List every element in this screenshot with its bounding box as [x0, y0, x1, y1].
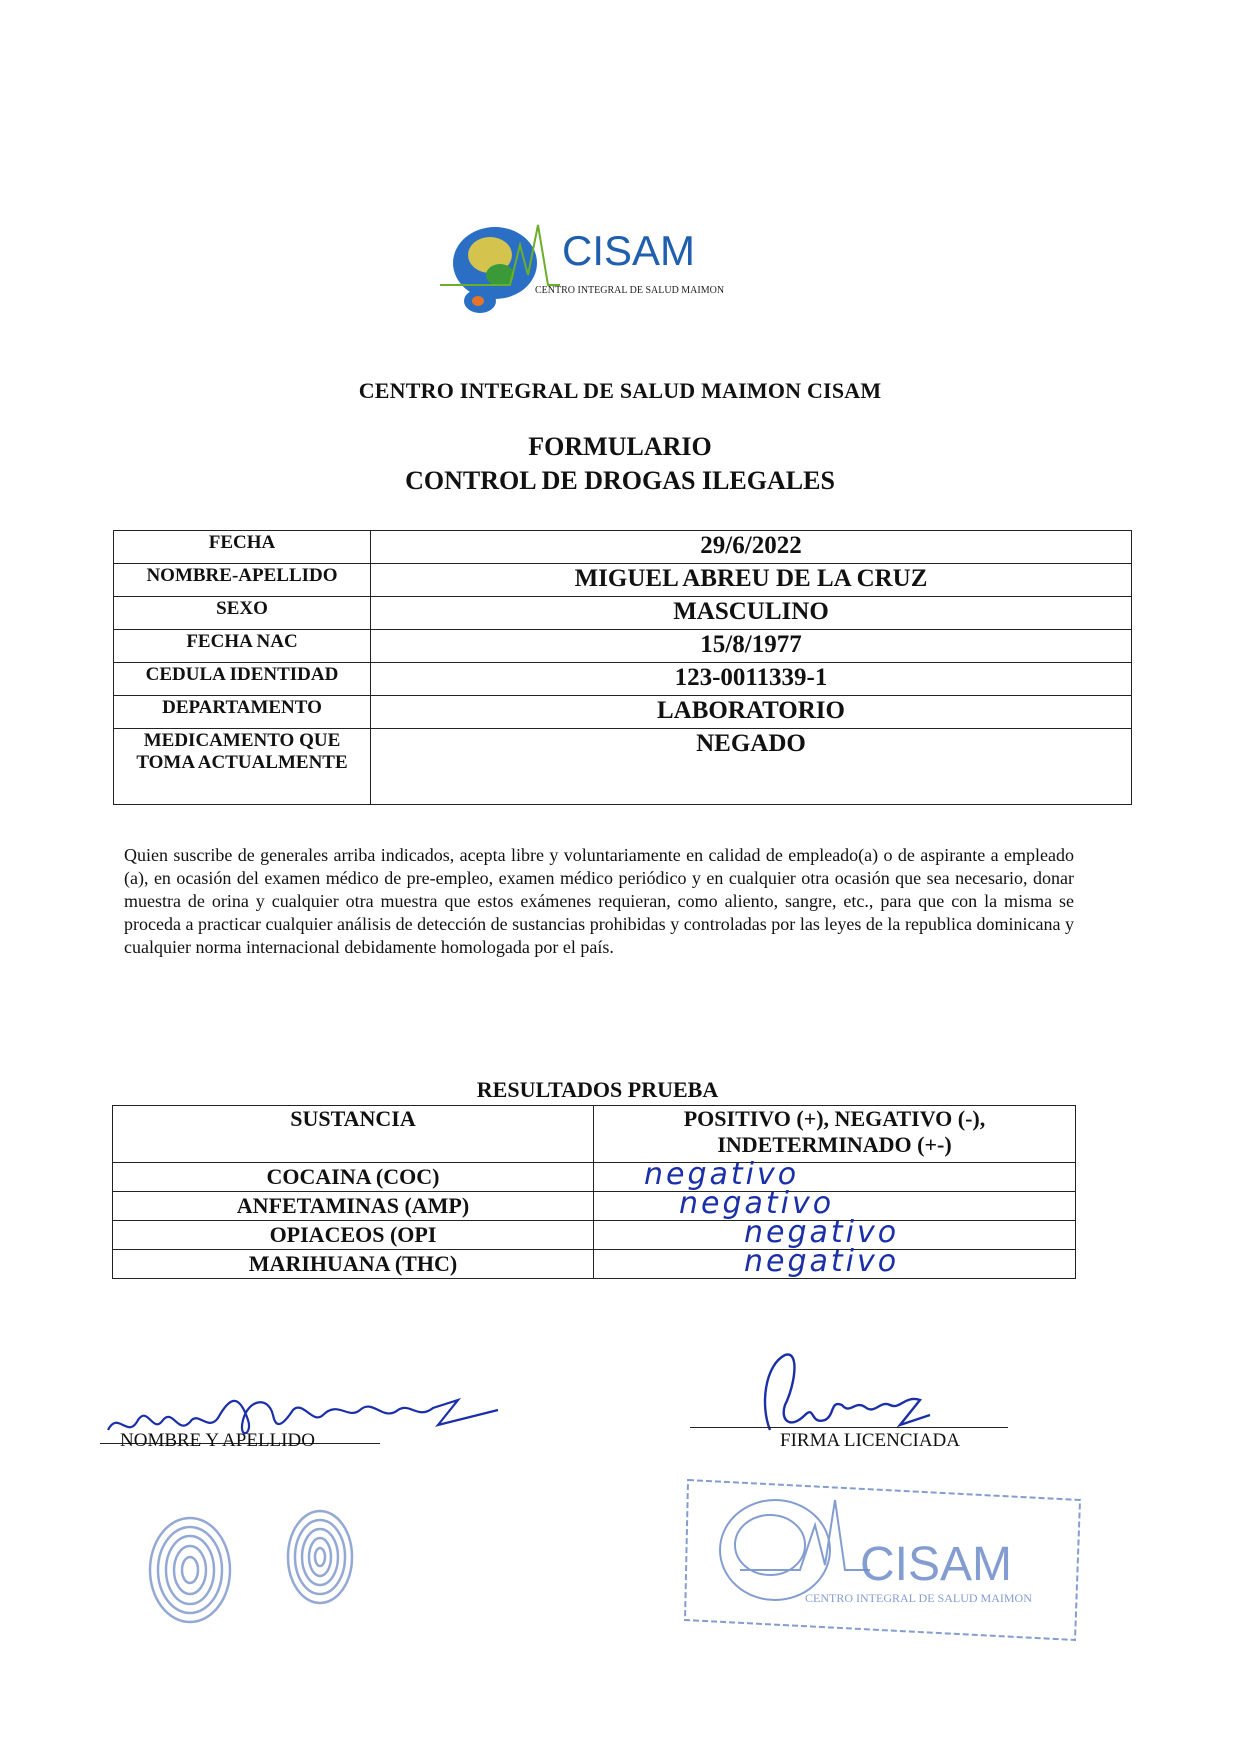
results-table	[112, 1105, 1076, 1279]
logo-name: CISAM	[562, 227, 696, 274]
handwritten-result: negativo	[644, 1157, 800, 1192]
table-row	[113, 1192, 1076, 1221]
handwritten-result: negativo	[679, 1186, 835, 1221]
signature-line	[690, 1427, 1008, 1428]
nombre-label: NOMBRE-APELLIDO	[114, 564, 371, 597]
table-row	[113, 1163, 1076, 1192]
licensed-signature-label: FIRMA LICENCIADA	[780, 1430, 960, 1451]
fingerprint-icon	[280, 1505, 360, 1610]
departamento-value: LABORATORIO	[371, 696, 1132, 729]
fecha-value: 29/6/2022	[371, 531, 1132, 564]
medicamento-label-line2: TOMA ACTUALMENTE	[136, 752, 348, 773]
form-title: FORMULARIO	[528, 432, 712, 461]
table-row	[113, 1221, 1076, 1250]
fecha-label: FECHA	[114, 531, 371, 564]
fecha-nac-value: 15/8/1977	[371, 630, 1132, 663]
fingerprint-icon	[140, 1510, 240, 1630]
consent-paragraph: Quien suscribe de generales arriba indicados, acepta libre y voluntariamente en calidad de empleado(a) o de aspirante a empleado (a), en ocasión del examen médico de pre-empleo, examen médico periódico y en cualquier otra ocasión que sea necesario, donar muestra de orina y cualquier otra muestra que estos exámenes requieran, como aliento, sangre, etc., para que con la misma se proceda a practicar cualquier análisis de detección de sustancias prohibidas y controladas por las leyes de la republica dominicana y cualquier norma internacional debidamente homologada por el país.	[124, 845, 1074, 957]
medicamento-label-line1: MEDICAMENTO QUE	[143, 730, 341, 751]
table-row	[114, 630, 1132, 663]
table-row	[114, 531, 1132, 564]
cedula-label: CEDULA IDENTIDAD	[114, 663, 371, 696]
table-row	[114, 564, 1132, 597]
substance-cell: OPIACEOS (OPI	[113, 1221, 594, 1250]
departamento-label: DEPARTAMENTO	[114, 696, 371, 729]
result-header-line1: POSITIVO (+), NEGATIVO (-),	[683, 1106, 986, 1131]
patient-info-table	[113, 530, 1132, 805]
patient-signature-label: NOMBRE Y APELLIDO	[120, 1430, 315, 1451]
sexo-label: SEXO	[114, 597, 371, 630]
medicamento-label	[114, 729, 371, 805]
handwritten-result: negativo	[744, 1244, 900, 1279]
stamp-tagline: CENTRO INTEGRAL DE SALUD MAIMON	[805, 1591, 1032, 1605]
substance-cell: ANFETAMINAS (AMP)	[113, 1192, 594, 1221]
table-row	[113, 1250, 1076, 1279]
logo-tagline: CENTRO INTEGRAL DE SALUD MAIMON	[535, 285, 725, 296]
table-row	[114, 696, 1132, 729]
table-row	[114, 729, 1132, 805]
cisam-stamp	[680, 1470, 1090, 1645]
results-title: RESULTADOS PRUEBA	[476, 1077, 719, 1102]
substance-column-header: SUSTANCIA	[113, 1106, 594, 1163]
table-row	[114, 663, 1132, 696]
cisam-logo	[440, 215, 770, 335]
result-column-header	[594, 1106, 1076, 1163]
sexo-value: MASCULINO	[371, 597, 1132, 630]
nombre-value: MIGUEL ABREU DE LA CRUZ	[371, 564, 1132, 597]
fecha-nac-label: FECHA NAC	[114, 630, 371, 663]
table-row	[114, 597, 1132, 630]
medicamento-value: NEGADO	[371, 729, 1132, 805]
organization-title: CENTRO INTEGRAL DE SALUD MAIMON CISAM	[358, 378, 882, 403]
form-subtitle: CONTROL DE DROGAS ILEGALES	[405, 466, 835, 495]
substance-cell: MARIHUANA (THC)	[113, 1250, 594, 1279]
result-cell	[594, 1157, 1076, 1192]
handwritten-result: negativo	[744, 1215, 900, 1250]
table-header-row	[113, 1106, 1076, 1163]
substance-cell: COCAINA (COC)	[113, 1163, 594, 1192]
result-cell	[594, 1244, 1076, 1279]
cedula-value: 123-0011339-1	[371, 663, 1132, 696]
result-header-line2: INDETERMINADO (+-)	[717, 1132, 952, 1157]
stamp-name: CISAM	[860, 1538, 1013, 1591]
